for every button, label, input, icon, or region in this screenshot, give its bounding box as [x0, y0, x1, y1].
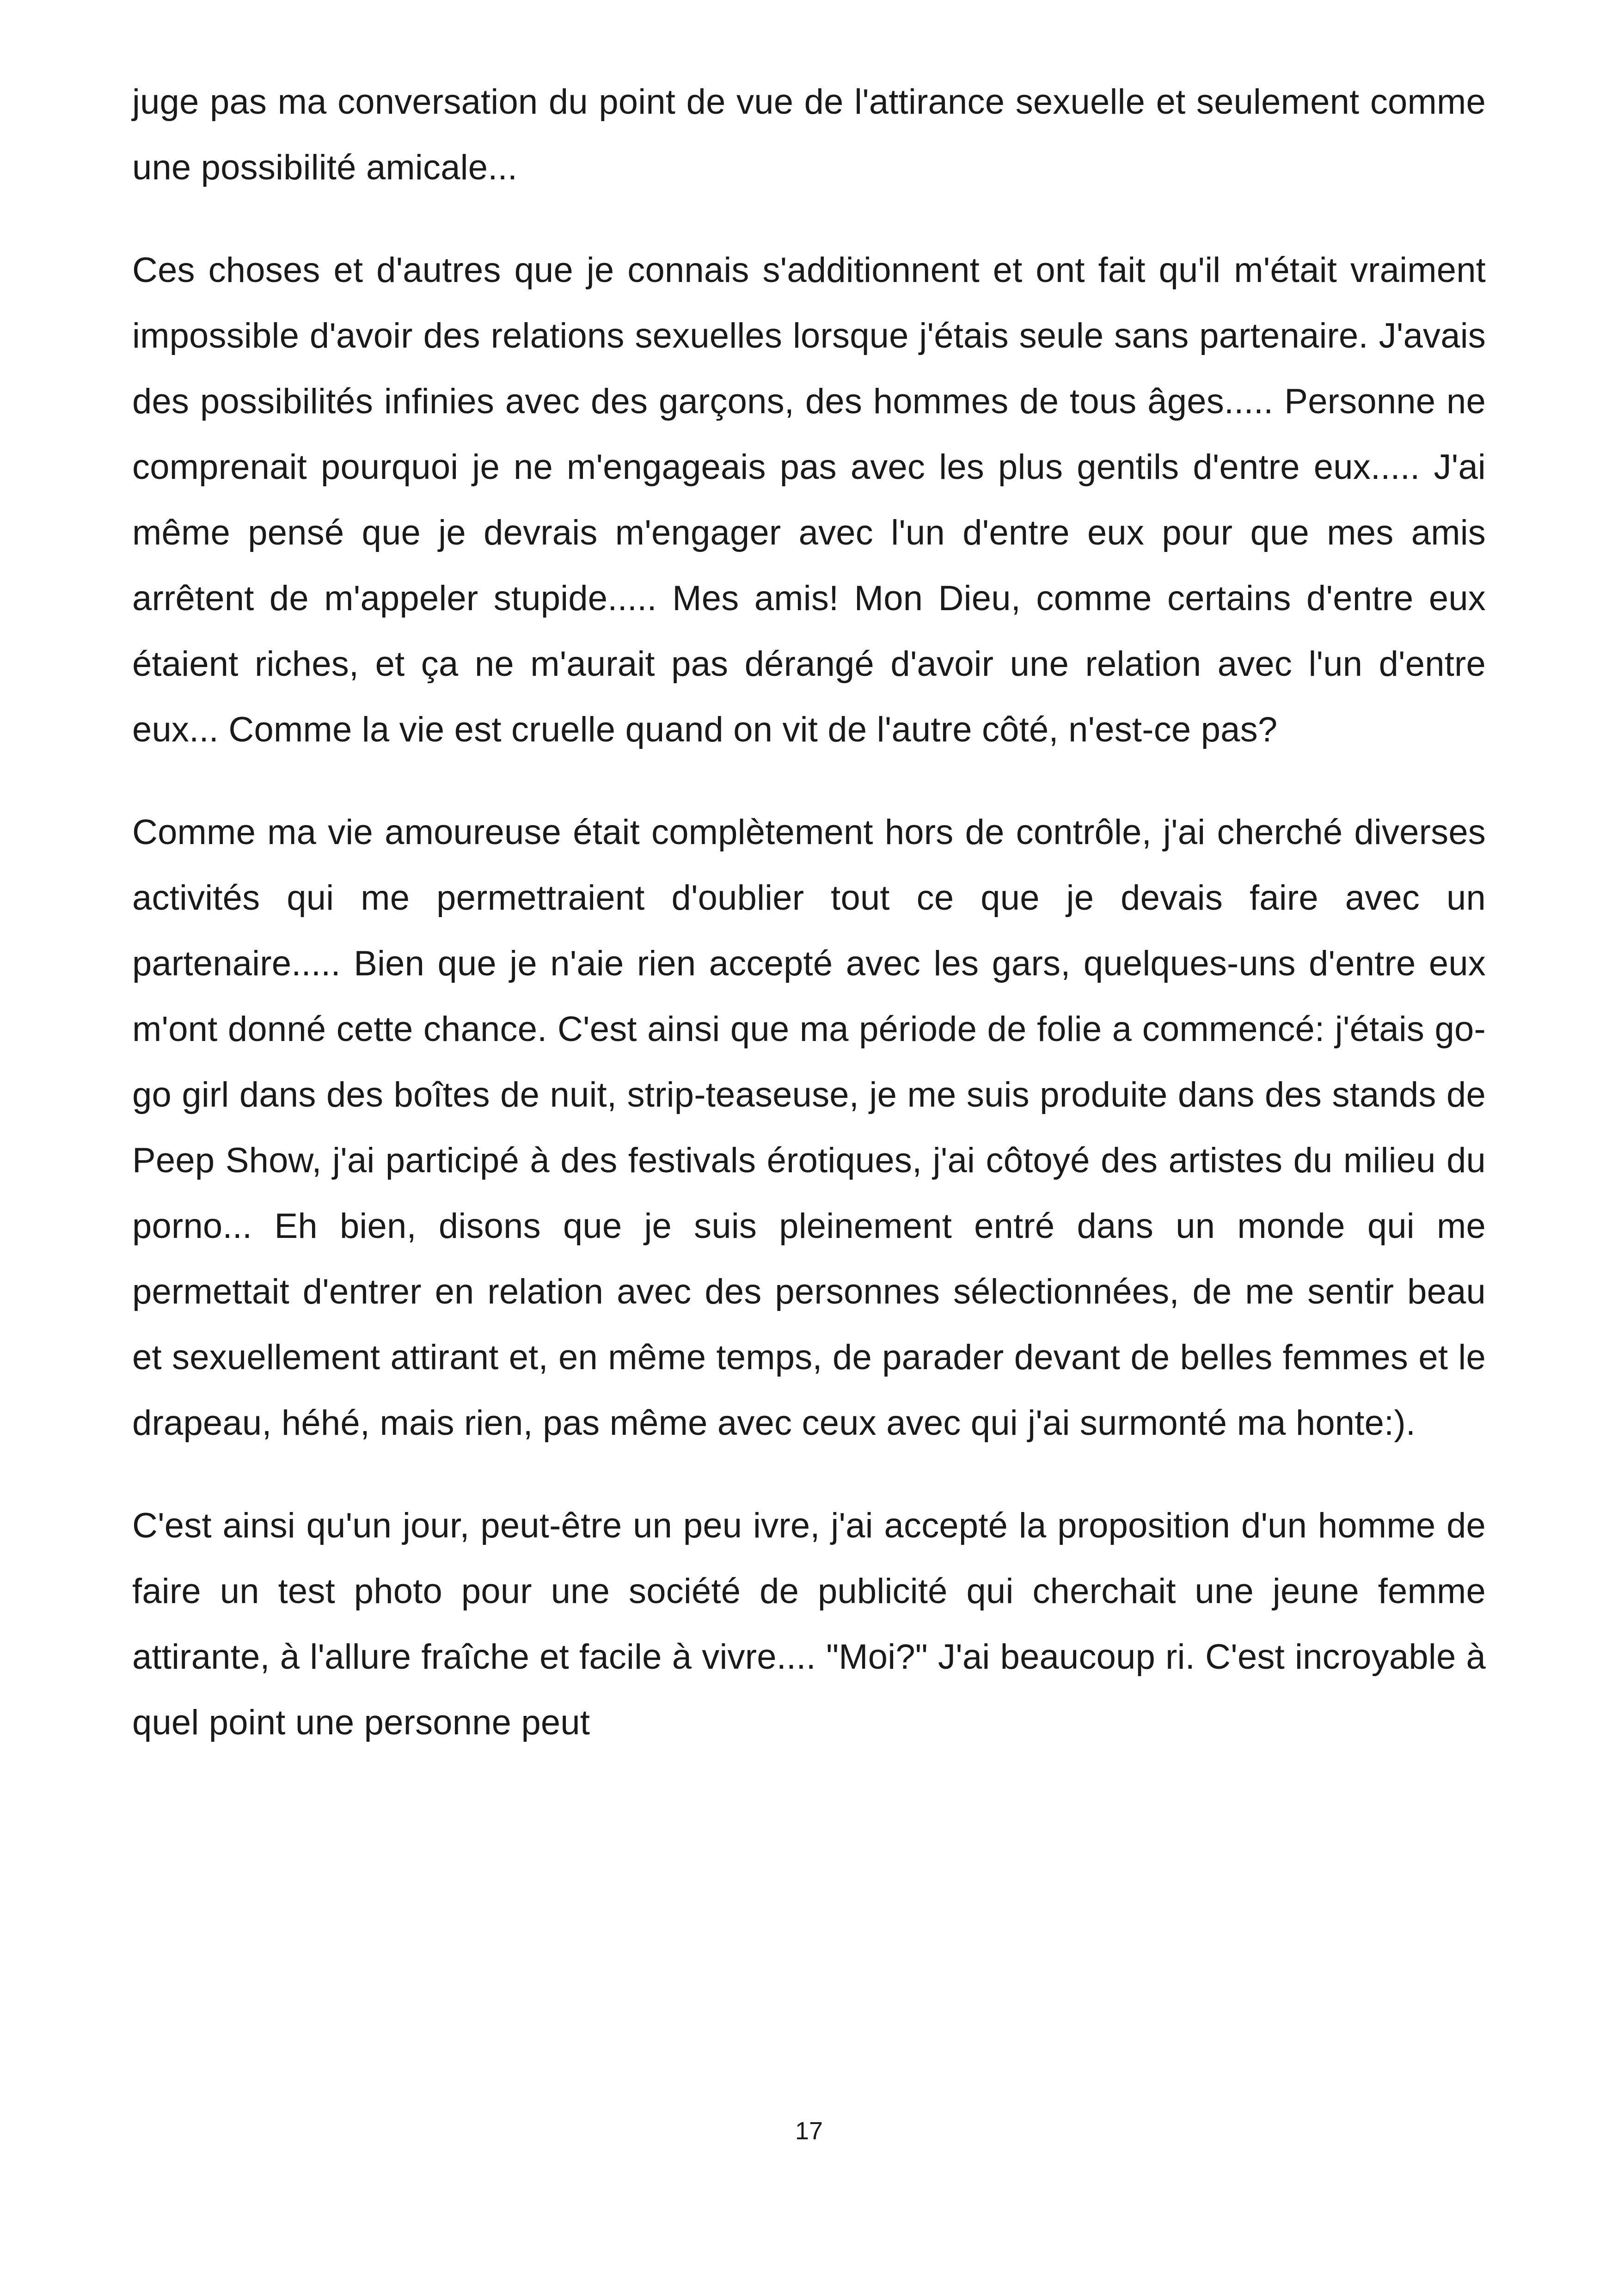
body-text [132, 69, 1486, 1756]
paragraph-3: Comme ma vie amoureuse était complètement hors de contrôle, j'ai cherché diverses activités qui me permettraient d'oublier tout ce que je devais faire avec un partenaire..... Bien que je n'aie rien accepté avec les gars, quelques-uns d'entre eux m'ont donné cette chance. C'est ainsi que ma période de folie a commencé: j'étais go-go girl dans des boîtes de nuit, strip-teaseuse, je me suis produite dans des stands de Peep Show, j'ai participé à des festivals érotiques, j'ai côtoyé des artistes du milieu du porno... Eh bien, disons que je suis pleinement entré dans un monde qui me permettait d'entrer en relation avec des personnes sélectionnées, de me sentir beau et sexuellement attirant et, en même temps, de parader devant de belles femmes et le drapeau, héhé, mais rien, pas même avec ceux avec qui j'ai surmonté ma honte:). [132, 813, 1486, 1443]
paragraph-1: juge pas ma conversation du point de vue de l'attirance sexuelle et seulement comme une possibilité amicale... [132, 82, 1486, 187]
paragraph-2: Ces choses et d'autres que je connais s'additionnent et ont fait qu'il m'était vraiment impossible d'avoir des relations sexuelles lorsque j'étais seule sans partenaire. J'avais des possibilités infinies avec des garçons, des hommes de tous âges..... Personne ne comprenait pourquoi je ne m'engageais pas avec les plus gentils d'entre eux..... J'ai même pensé que je devrais m'engager avec l'un d'entre eux pour que mes amis arrêtent de m'appeler stupide..... Mes amis! Mon Dieu, comme certains d'entre eux étaient riches, et ça ne m'aurait pas dérangé d'avoir une relation avec l'un d'entre eux... Comme la vie est cruelle quand on vit de l'autre côté, n'est-ce pas? [132, 251, 1486, 749]
page-number: 17 [795, 2117, 823, 2145]
paragraph-4: C'est ainsi qu'un jour, peut-être un peu ivre, j'ai accepté la proposition d'un homme de faire un test photo pour une société de publicité qui cherchait une jeune femme attirante, à l'allure fraîche et facile à vivre.... "Moi?" J'ai beaucoup ri. C'est incroyable à quel point une personne peut [132, 1506, 1486, 1742]
